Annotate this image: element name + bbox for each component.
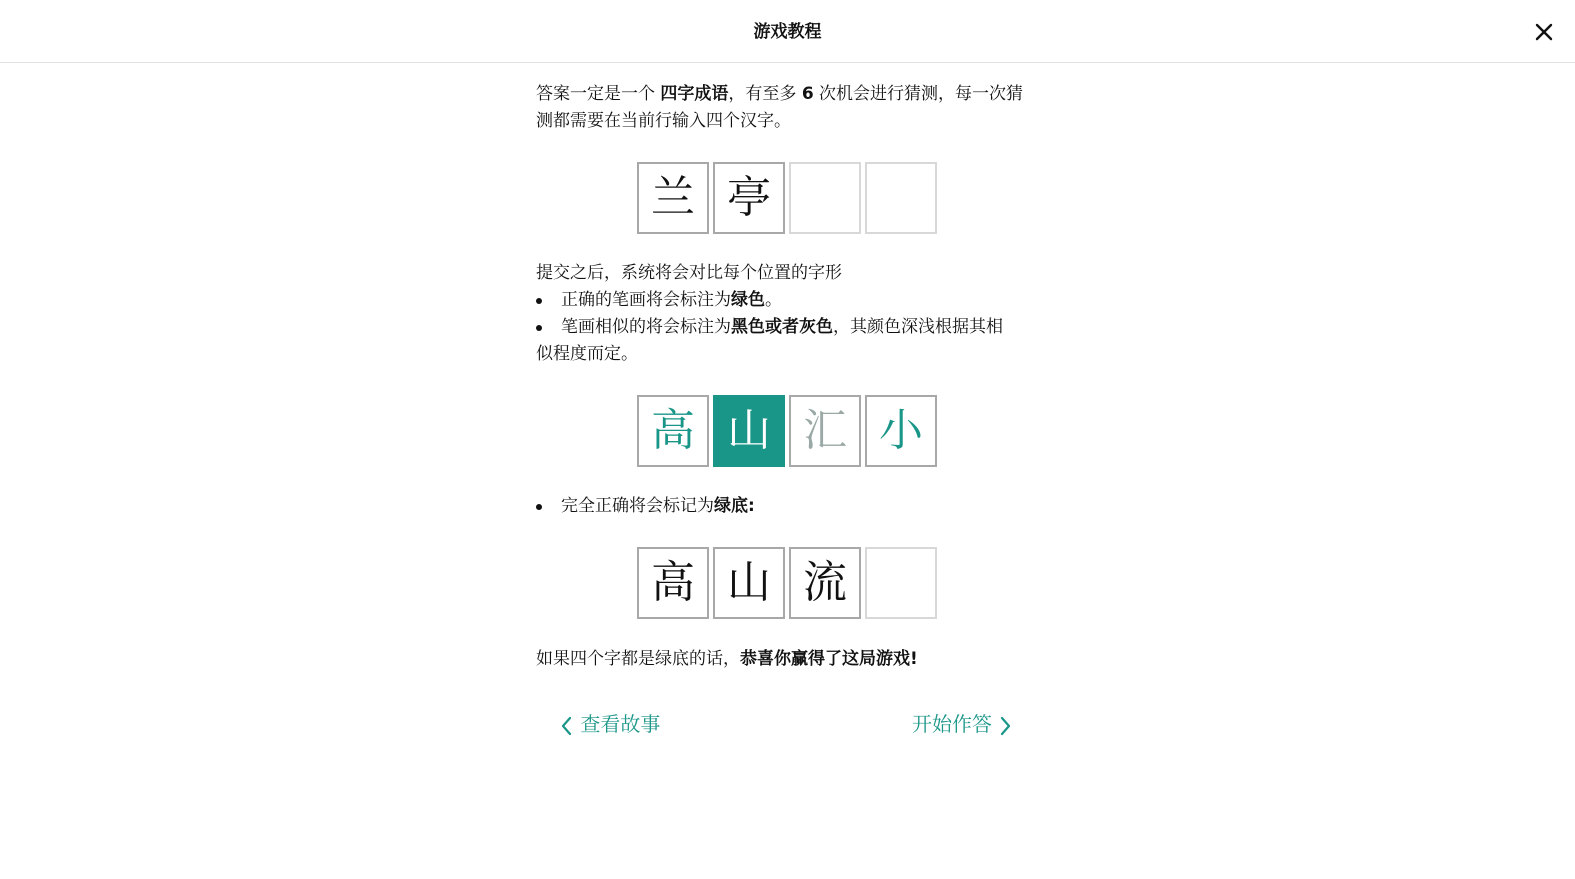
bullet-dot xyxy=(536,325,542,331)
bullet-similar-continuation: 似程度而定。 xyxy=(536,344,638,364)
tile-green-strokes: 小 xyxy=(865,395,937,467)
close-icon xyxy=(1530,18,1558,46)
chevron-right-icon xyxy=(998,715,1012,737)
chances-bold: 6 xyxy=(801,84,814,104)
tile-empty xyxy=(865,162,937,234)
idiom-bold: 四字成语 xyxy=(660,84,729,104)
chevron-left-icon xyxy=(560,715,574,737)
tile: 山 xyxy=(713,547,785,619)
bullet-dot xyxy=(536,504,542,510)
bullet-dot xyxy=(536,298,542,304)
view-story-button[interactable] xyxy=(560,708,660,740)
start-answer-button[interactable] xyxy=(912,708,1012,740)
tile: 高 xyxy=(637,547,709,619)
intro-text: 答案一定是一个 四字成语，有至多 6 次机会进行猜测，每一次猜测都需要在当前行输入四个汉字。 xyxy=(536,84,1024,131)
tile: 兰 xyxy=(637,162,709,234)
view-story-label: 查看故事 xyxy=(580,712,661,736)
tile-empty xyxy=(789,162,861,234)
compare-text: 提交之后，系统将会对比每个位置的字形 xyxy=(536,263,842,283)
tile: 流 xyxy=(789,547,861,619)
close-button[interactable] xyxy=(1530,18,1558,46)
bullet-similar-stroke: 笔画相似的将会标注为黑色或者灰色，其颜色深浅根据其相 xyxy=(536,314,1036,341)
win-text: 如果四个字都是绿底的话，恭喜你赢得了这局游戏! xyxy=(536,649,918,669)
tile-similar: 汇 xyxy=(789,395,861,467)
bullet-fully-correct: 完全正确将会标记为绿底: xyxy=(536,493,1036,520)
tile-correct: 山 xyxy=(713,395,785,467)
tile-green-strokes: 高 xyxy=(637,395,709,467)
tile-empty xyxy=(865,547,937,619)
tile: 亭 xyxy=(713,162,785,234)
start-answer-label: 开始作答 xyxy=(912,712,992,736)
example-row-feedback xyxy=(637,395,941,469)
example-row-correct xyxy=(637,547,941,621)
bullet-correct-stroke: 正确的笔画将会标注为绿色。 xyxy=(536,287,1036,314)
example-row-input xyxy=(637,162,941,236)
header-bar xyxy=(0,0,1575,63)
page-title: 游戏教程 xyxy=(753,22,822,42)
